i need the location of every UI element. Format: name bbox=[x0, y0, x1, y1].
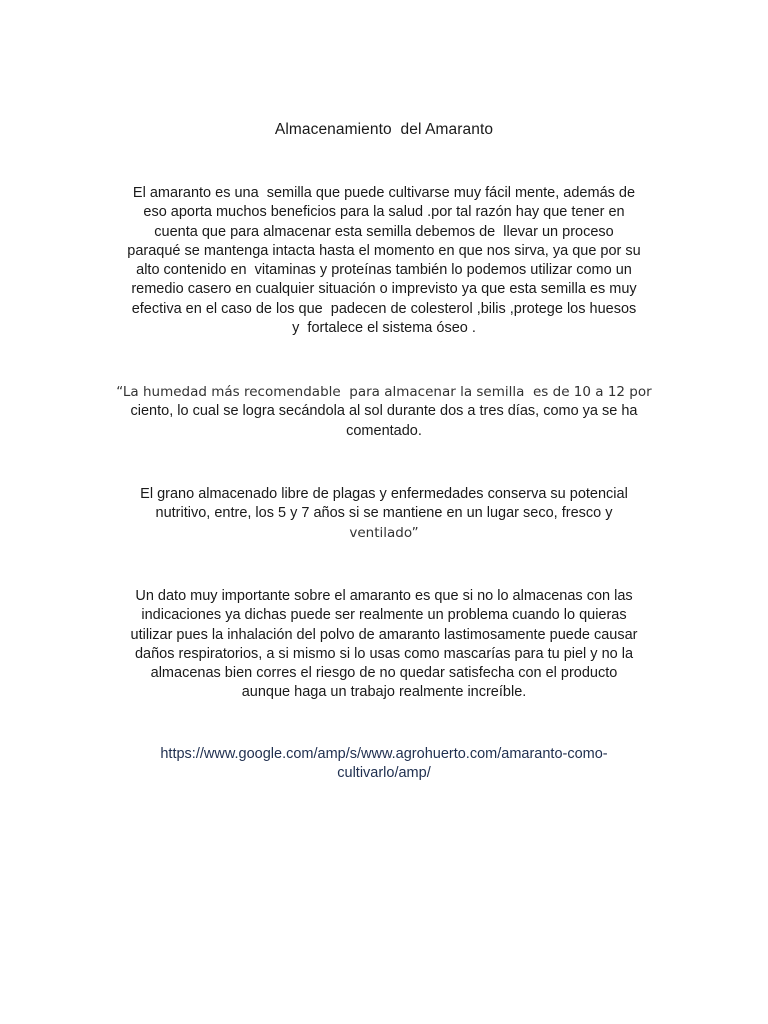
paragraph-warning bbox=[106, 587, 662, 703]
paragraph-line: Un dato muy importante sobre el amaranto es que si no lo almacenas con las bbox=[135, 588, 633, 604]
paragraph-line: utilizar pues la inhalación del polvo de amaranto lastimosamente puede causar bbox=[130, 626, 638, 643]
source-link-line[interactable]: https://www.google.com/amp/s/www.agrohuerto.com/amaranto-como- bbox=[160, 746, 608, 762]
paragraph-quote-humidity bbox=[106, 383, 662, 441]
paragraph-line: almacenas bien corres el riesgo de no quedar satisfecha con el producto bbox=[150, 665, 618, 682]
paragraph-line: comentado. bbox=[346, 422, 422, 439]
paragraph-intro bbox=[106, 184, 662, 338]
paragraph-line: alto contenido en vitaminas y proteínas también lo podemos utilizar como un bbox=[136, 262, 632, 279]
paragraph-line: nutritivo, entre, los 5 y 7 años si se mantiene en un lugar seco, fresco y bbox=[155, 505, 613, 522]
source-link-line[interactable]: cultivarlo/amp/ bbox=[337, 765, 431, 782]
paragraph-line: eso aporta muchos beneficios para la salud .por tal razón hay que tener en bbox=[143, 204, 625, 221]
paragraph-line: paraqué se mantenga intacta hasta el momento en que nos sirva, ya que por su bbox=[127, 242, 641, 259]
paragraph-line: ciento, lo cual se logra secándola al sol durante dos a tres días, como ya se ha bbox=[130, 403, 638, 420]
paragraph-line: efectiva en el caso de los que padecen de colesterol ,bilis ,protege los huesos bbox=[131, 300, 637, 317]
paragraph-line: cuenta que para almacenar esta semilla debemos de llevar un proceso bbox=[154, 223, 614, 240]
paragraph-line: aunque haga un trabajo realmente increíble. bbox=[241, 684, 527, 701]
paragraph-quote-storage bbox=[106, 485, 662, 543]
paragraph-line: y fortalece el sistema óseo . bbox=[292, 320, 476, 337]
paragraph-line: El amaranto es una semilla que puede cultivarse muy fácil mente, además de bbox=[132, 185, 636, 201]
paragraph-line: El grano almacenado libre de plagas y enfermedades conserva su potencial bbox=[140, 486, 628, 502]
paragraph-line: remedio casero en cualquier situación o imprevisto ya que esta semilla es muy bbox=[131, 281, 637, 298]
paragraph-line: ventilado” bbox=[349, 524, 419, 541]
document-title: Almacenamiento del Amaranto bbox=[274, 121, 494, 138]
paragraph-line: daños respiratorios, a si mismo si lo usas como mascarías para tu piel y no la bbox=[134, 645, 634, 662]
source-link[interactable] bbox=[106, 745, 662, 784]
paragraph-line: “La humedad más recomendable para almacenar la semilla es de 10 a 12 por bbox=[116, 384, 652, 400]
paragraph-line: indicaciones ya dichas puede ser realmente un problema cuando lo quieras bbox=[141, 607, 627, 624]
